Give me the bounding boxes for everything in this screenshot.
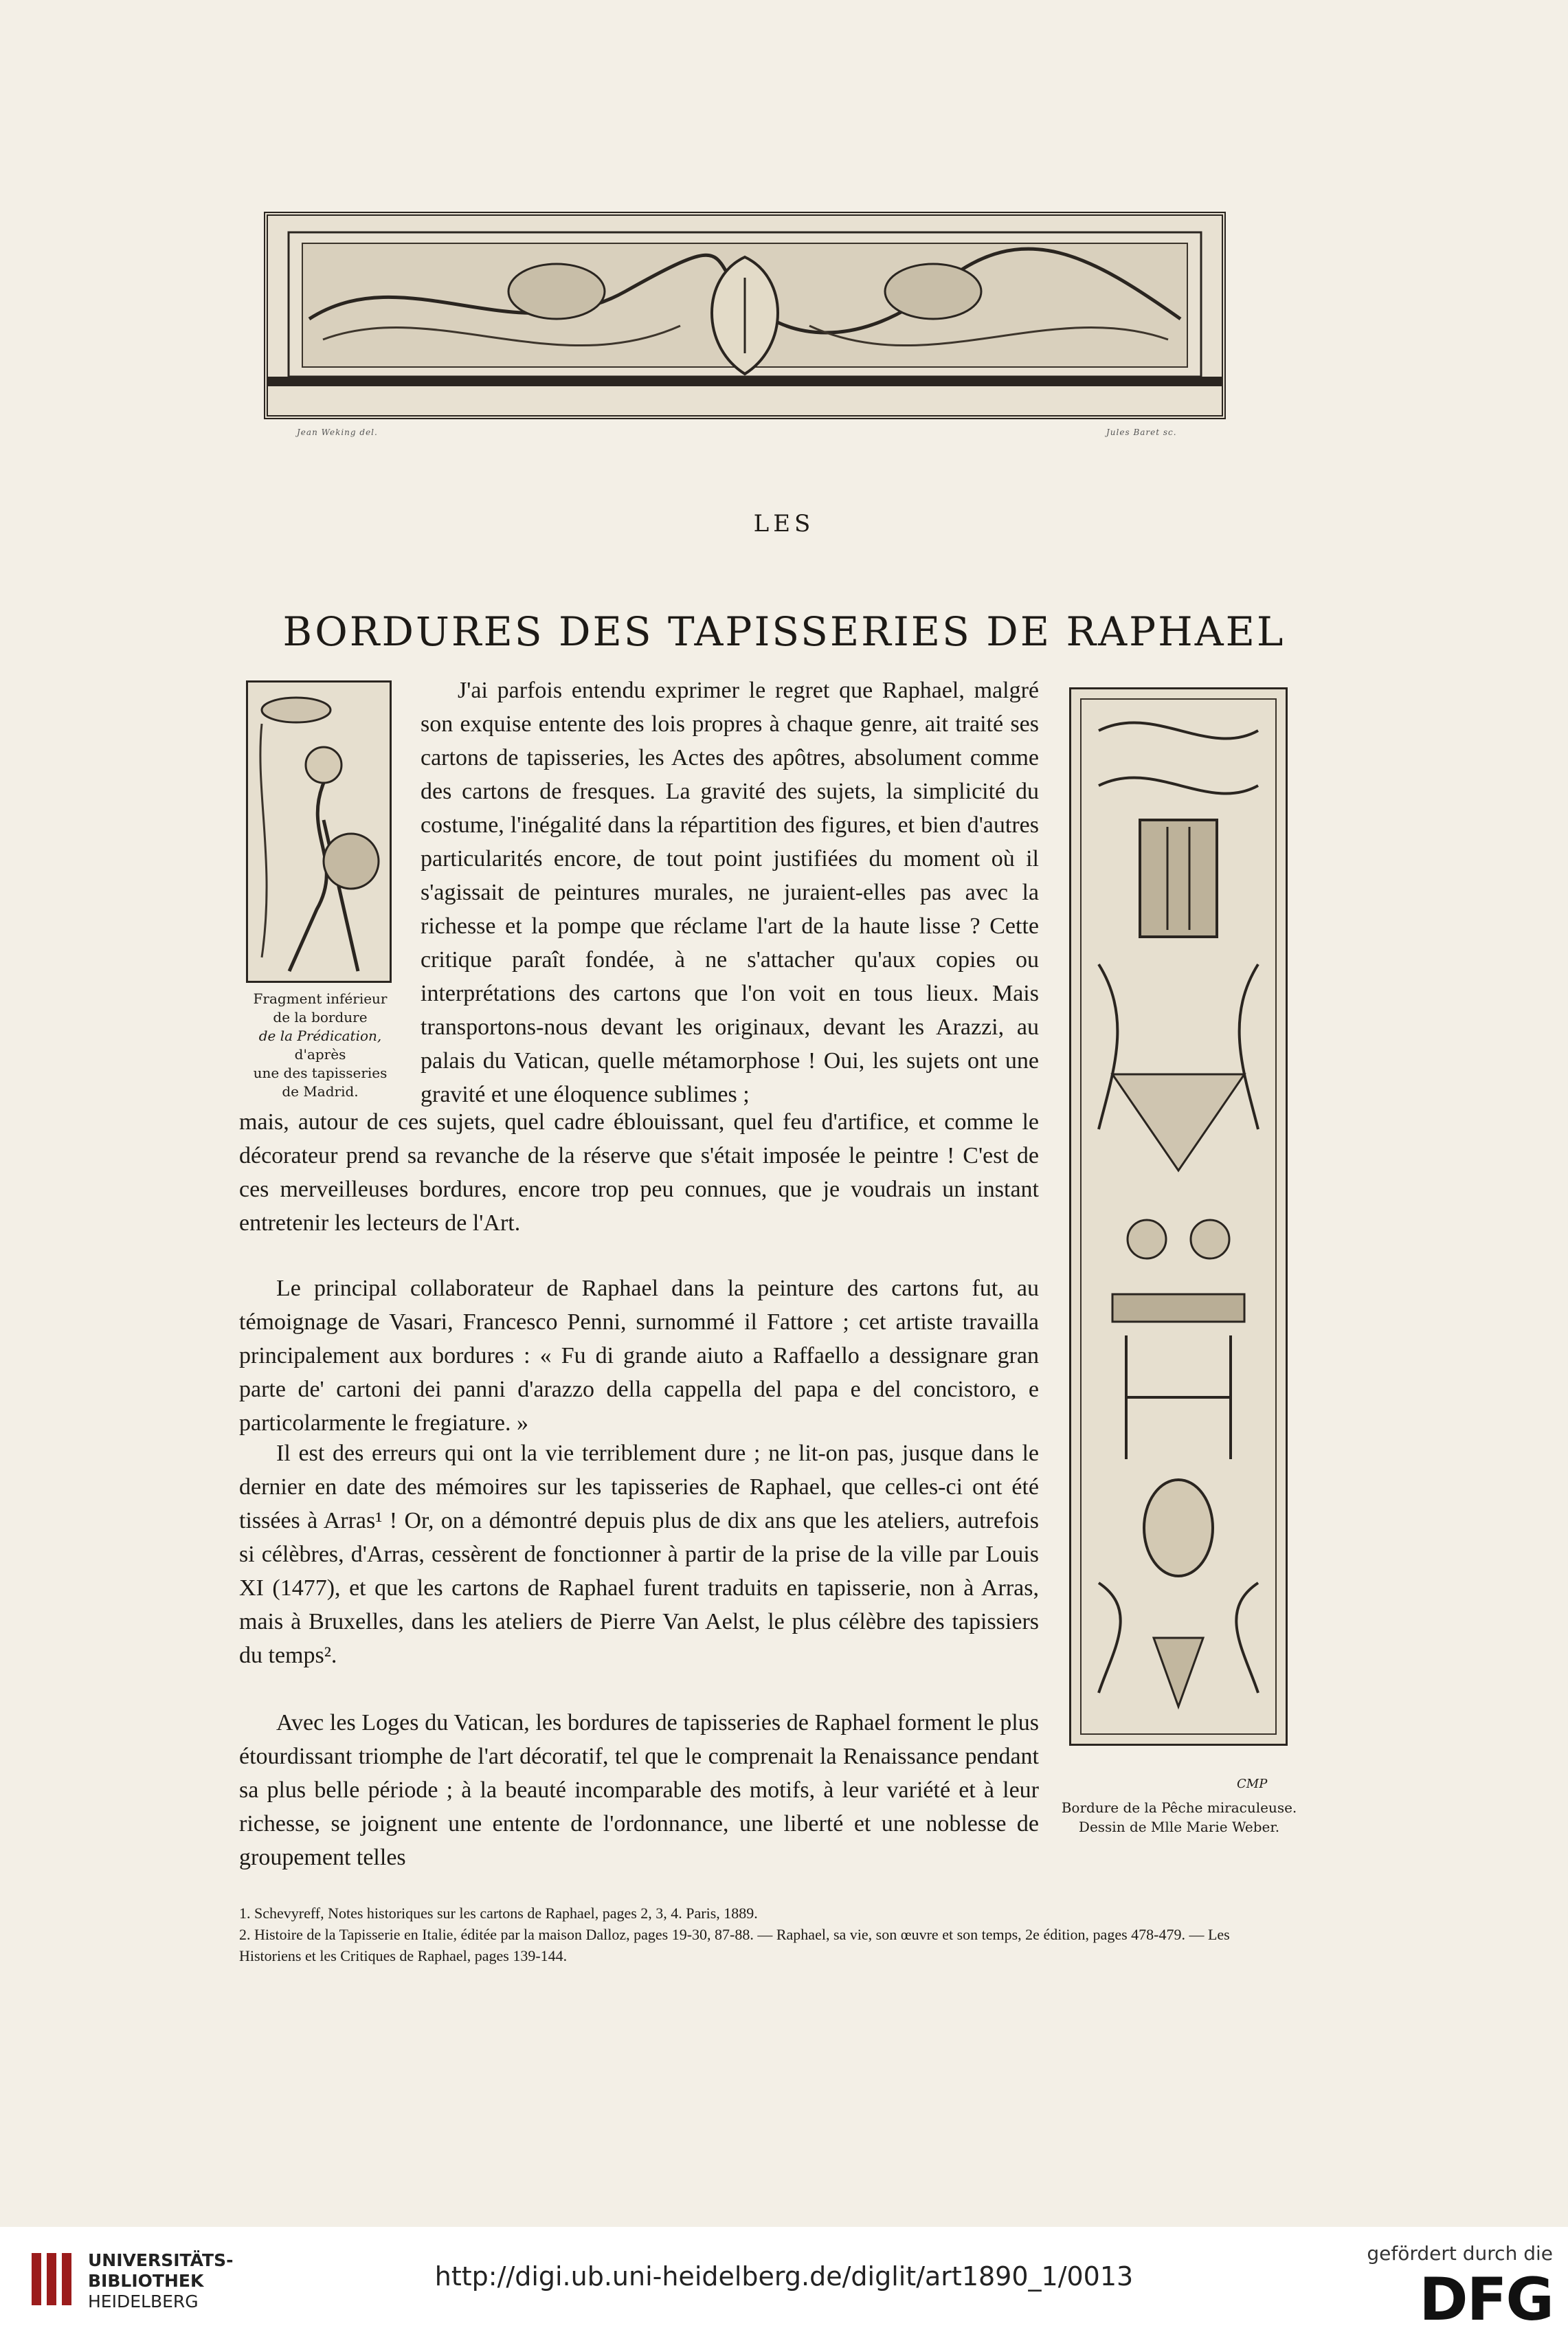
figure-right <box>1069 687 1288 1746</box>
footnotes <box>239 1902 1290 1966</box>
footnote-2: 2. Histoire de la Tapisserie en Italie, éditée par la maison Dalloz, pages 19-30, 87-88. — Raphael, sa vie, son œuvre et son temps, 2e édition, pages 478-479. — Les Historiens et les Critiques de Raphael, pages 139-144. <box>239 1926 1230 1964</box>
paragraph-1-narrow: J'ai parfois entendu exprimer le regret que Raphael, malgré son exquise entente des lois propres à chaque genre, ait traité ses cartons de tapisseries, les Actes des apôtres, absolument comme des cartons de fresques. La gravité des sujets, la simplicité du costume, l'inégalité dans la répartition des figures, et bien d'autres particularités encore, de tout point justifiées du moment où il s'agissait de peintures murales, ne juraient-elles pas avec la richesse et la pompe que réclame l'art de la haute lisse ? Cette critique paraît fondée, à ne s'attacher qu'aux copies ou interprétations des cartons que l'on voit en tous lieux. Mais transportons-nous devant les originaux, devant les Arazzi, au palais du Vatican, quelle métamorphose ! Oui, les sujets ont une gravité et une éloquence sublimes ; <box>421 678 1039 1107</box>
caption-line: Fragment inférieur <box>253 990 388 1007</box>
article-kicker: LES <box>753 510 815 537</box>
paragraph-2: Le principal collaborateur de Raphael dans la peinture des cartons fut, au témoignage de Vasari, Francesco Penni, surnommé il Fattore ; cet artiste travailla principalement aux bordures : « Fu di grande aiuto a Raffaello a dessignare gran parte de' cartoni dei panni d'arazzo della cappella del papa e del concistoro, e particolarmente le fregiature. » <box>239 1276 1039 1436</box>
permalink-url[interactable]: http://digi.ub.uni-heidelberg.de/diglit/art1890_1/0013 <box>434 2261 1134 2292</box>
caption-line: Dessin de Mlle Marie Weber. <box>1078 1819 1280 1835</box>
headpiece-illustration <box>268 216 1222 415</box>
artist-monogram: CMP <box>1237 1777 1268 1791</box>
paragraph-1-continued: mais, autour de ces sujets, quel cadre éblouissant, quel feu d'artifice, et comme le décorateur prend sa revanche de la réserve que s'était imposée le peintre ! C'est de ces merveilleuses bordures, encore trop peu connues, que je voudrais un instant entretenir les lecteurs de l'Art. <box>239 1109 1039 1236</box>
border-illustration <box>1071 689 1286 1744</box>
headpiece-engraving <box>264 212 1226 419</box>
paragraph-3: Il est des erreurs qui ont la vie terriblement dure ; ne lit-on pas, jusque dans le dernier en date des mémoires sur les tapisseries de Raphael, que celles-ci ont été tissées à Arras¹ ! Or, on a démontré depuis plus de dix ans que les ateliers, autrefois si célèbres, d'Arras, cessèrent de fonctionner à partir de la prise de la ville par Louis XI (1477), et que les cartons de Raphael furent traduits en tapisserie, non à Arras, mais à Bruxelles, dans les ateliers de Pierre Van Aelst, le plus célèbre des tapissiers du temps². <box>239 1441 1039 1668</box>
figure-right-caption <box>1042 1798 1317 1837</box>
figure-left <box>246 680 392 983</box>
dfg-logo: DFG <box>1419 2265 1553 2334</box>
funded-by-label: gefördert durch die <box>1367 2242 1553 2265</box>
caption-line: Bordure de la Pêche miraculeuse. <box>1061 1799 1297 1816</box>
caption-line: une des tapisseries <box>253 1065 388 1081</box>
engraver-credit-right: Jules Baret sc. <box>1106 428 1177 437</box>
fragment-illustration <box>248 683 390 981</box>
caption-line: de la Prédication, <box>258 1028 382 1044</box>
engraver-credit-left: Jean Weking del. <box>297 428 378 437</box>
figure-left-caption <box>238 990 403 1101</box>
caption-line: d'après <box>294 1046 346 1063</box>
footnote-1: 1. Schevyreff, Notes historiques sur les cartons de Raphael, pages 2, 3, 4. Paris, 1889. <box>239 1905 758 1922</box>
caption-line: de la bordure <box>273 1009 368 1025</box>
paragraph-4: Avec les Loges du Vatican, les bordures de tapisseries de Raphael forment le plus étourdissant triomphe de l'art décoratif, tel que le comprenait la Renaissance pendant sa plus belle période ; à la beauté incomparable des motifs, à leur variété et à leur richesse, se joignent une entente de l'ordonnance, une liberté et une noblesse de groupement telles <box>239 1710 1039 1870</box>
library-name-line: UNIVERSITÄTS- <box>88 2250 234 2270</box>
caption-line: de Madrid. <box>282 1083 359 1100</box>
article-title: BORDURES DES TAPISSERIES DE RAPHAEL <box>282 608 1286 655</box>
library-name-line: BIBLIOTHEK <box>88 2271 204 2291</box>
library-name-line: HEIDELBERG <box>88 2292 199 2311</box>
